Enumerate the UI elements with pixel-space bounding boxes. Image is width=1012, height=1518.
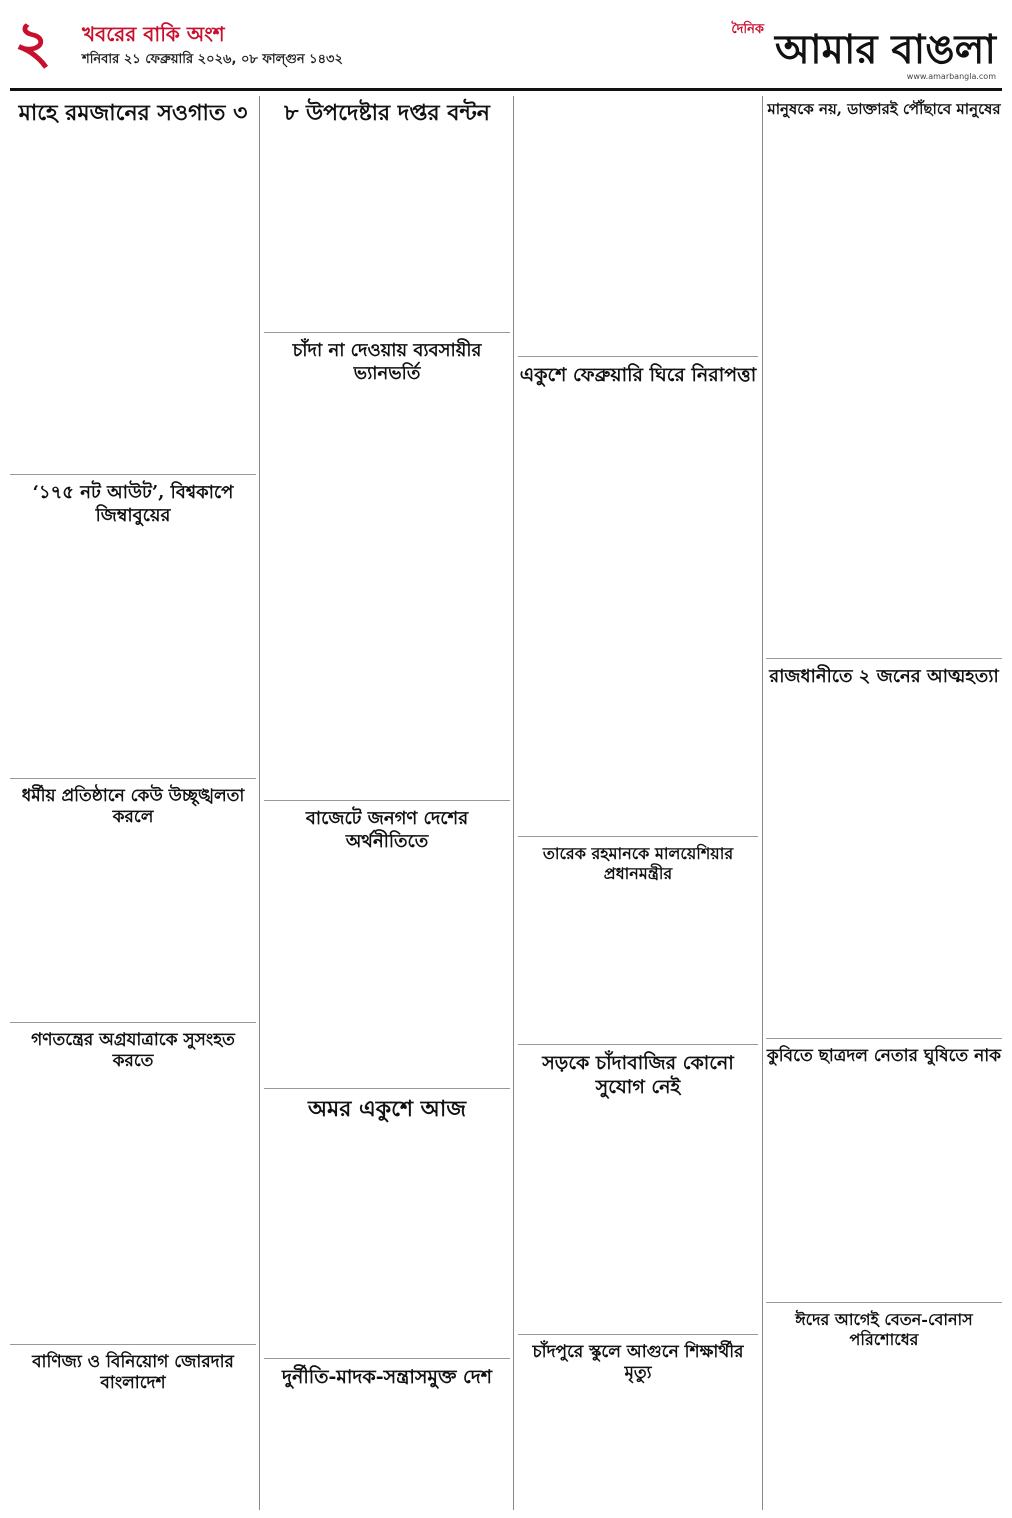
headline: অমর একুশে আজ [307,1096,467,1122]
article-ekushe-security [518,360,758,837]
headline: একুশে ফেব্রুয়ারি ঘিরে নিরাপত্তা [519,364,757,386]
headline: গণতন্ত্রের অগ্রযাত্রাকে সুসংহত করতে [31,1030,235,1072]
headline: বাণিজ্য ও বিনিয়োগ জোরদার বাংলাদেশ [32,1352,234,1394]
page-number: ২ [14,8,52,76]
logo-prefix: দৈনিক [731,22,764,37]
logo-wordmark: আমার বাঙলা [775,26,996,73]
column-2 [264,96,510,1510]
article-trade [10,1348,256,1510]
headline: ধর্মীয় প্রতিষ্ঠানে কেউ উচ্ছৃঙ্খলতা করলে [21,786,245,828]
headline: সড়কে চাঁদাবাজির কোনো সুযোগ নেই [542,1052,734,1098]
column-divider [259,96,260,1510]
headline: চাঁদপুরে স্কুলে আগুনে শিক্ষার্থীর মৃত্যু [532,1342,744,1384]
article-doctors [766,96,1002,659]
article-kuwait [766,1042,1002,1303]
headline: রাজধানীতে ২ জনের আত্মহত্যা [769,666,999,687]
logo-url: www.amarbangla.com [906,72,996,81]
article-chanda [264,336,510,801]
headline: ঈদের আগেই বেতন-বোনাস পরিশোধের [795,1310,973,1349]
headline: ৮ উপদেষ্টার দপ্তর বন্টন [284,100,490,126]
headline: কুবিতে ছাত্রদল নেতার ঘুষিতে নাক [766,1046,1002,1066]
column-divider [762,96,763,1510]
article-suicide [766,662,1002,1039]
headline: ‘১৭৫ নট আউট’, বিশ্বকাপে জিম্বাবুয়ের [32,482,234,526]
column-3 [518,96,758,1510]
article-corruption [264,1362,510,1510]
masthead [10,8,1002,91]
column-divider [513,96,514,1510]
article-chandpur [518,1338,758,1510]
article-ekushe-today [264,1092,510,1359]
article-175-not-out [10,478,256,779]
article-advisers [264,96,510,333]
headline: মাহে রমজানের সওগাত ৩ [18,100,248,126]
article-ramadan [10,96,256,475]
headline: চাঁদা না দেওয়ায় ব্যবসায়ীর ভ্যানভর্তি [292,340,482,384]
article-tarique [518,840,758,1045]
column-1 [10,96,256,1510]
newspaper-logo [696,10,996,82]
dateline: শনিবার ২১ ফেব্রুয়ারি ২০২৬, ০৮ ফাল্গুন ১৪৩২ [82,52,343,67]
article-budget [264,804,510,1089]
headline: দুর্নীতি-মাদক-সন্ত্রাসমুক্ত দেশ [282,1366,492,1388]
article-religious [10,782,256,1023]
article-salary-bonus [766,1306,1002,1510]
headline: তারেক রহমানকে মালয়েশিয়ার প্রধানমন্ত্রীর [542,844,734,883]
article-democracy [10,1026,256,1345]
headline: মানুষকে নয়, ডাক্তারই পৌঁছাবে মানুষের [767,100,1001,118]
article-salt-export [518,96,758,357]
section-title: খবরের বাকি অংশ [82,22,225,46]
article-road-extortion [518,1048,758,1335]
headline: বাজেটে জনগণ দেশের অর্থনীতিতে [305,808,469,852]
column-4 [766,96,1002,1510]
